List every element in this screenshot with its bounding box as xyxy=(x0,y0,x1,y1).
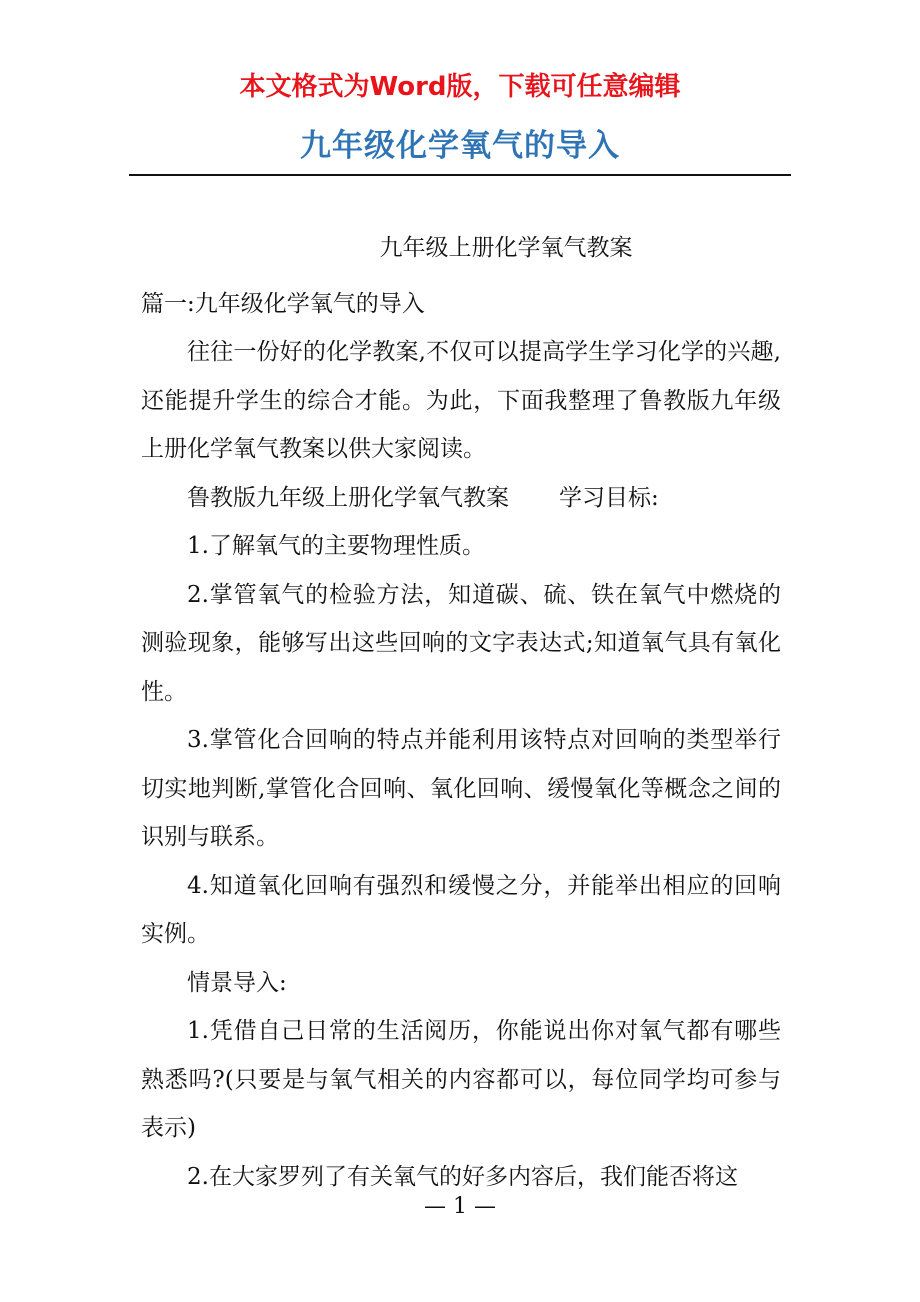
lesson-plan-title: 九年级上册化学氧气教案 xyxy=(379,235,633,261)
scenario-item: 2.在大家罗列了有关氧气的好多内容后，我们能否将这 xyxy=(187,1163,738,1190)
goal-item: 2.掌管氧气的检验方法，知道碳、硫、铁在氧气中燃烧的测验现象，能够写出这些回响的文字表达式;知道氧气具有氧化性。 xyxy=(141,581,781,705)
section-heading: 篇一:九年级化学氧气的导入 xyxy=(141,290,425,317)
document-title: 九年级化学氧气的导入 xyxy=(300,128,620,164)
goal-item: 4.知道氧化回响有强烈和缓慢之分，并能举出相应的回响实例。 xyxy=(141,872,781,947)
format-banner: 本文格式为Word版，下载可任意编辑 xyxy=(239,72,681,102)
scenario-item: 1.凭借自己日常的生活阅历，你能说出你对氧气都有哪些熟悉吗?(只要是与氧气相关的内容都可以，每位同学均可参与表示) xyxy=(141,1018,781,1141)
header-divider xyxy=(129,174,791,176)
page-number: — 1 — xyxy=(424,1194,496,1219)
plan-title: 鲁教版九年级上册化学氧气教案 xyxy=(187,484,509,511)
goal-item: 1.了解氧气的主要物理性质。 xyxy=(187,533,485,559)
plan-line xyxy=(141,474,781,523)
document-body xyxy=(141,224,781,1201)
goals-label: 学习目标: xyxy=(559,484,659,511)
goal-item: 3.掌管化合回响的特点并能利用该特点对回响的类型举行切实地判断,掌管化合回响、氧化回响、缓慢氧化等概念之间的识别与联系。 xyxy=(141,727,781,850)
scenario-label: 情景导入: xyxy=(187,969,287,996)
intro-paragraph: 往往一份好的化学教案,不仅可以提高学生学习化学的兴趣,还能提升学生的综合才能。为此，下面我整理了鲁教版九年级上册化学氧气教案以供大家阅读。 xyxy=(141,339,781,462)
